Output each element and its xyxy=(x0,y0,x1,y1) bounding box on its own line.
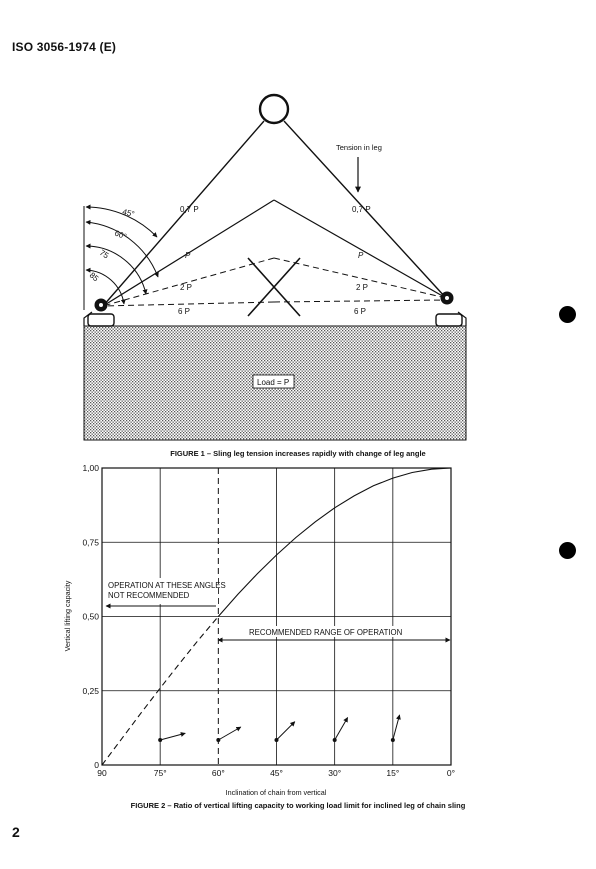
left-tension-07p: 0,7 P xyxy=(180,205,199,214)
angle-label-45: 45° xyxy=(121,207,136,219)
x-tick-label: 75° xyxy=(153,768,167,778)
load-label: Load = P xyxy=(257,378,290,387)
figure-2-chart xyxy=(63,463,455,797)
document-header: ISO 3056-1974 (E) xyxy=(12,40,117,54)
x-axis-label: Inclination of chain from vertical xyxy=(225,788,327,797)
left-tension-p: P xyxy=(185,251,191,260)
angle-indicators xyxy=(158,715,399,742)
right-tension-2p: 2 P xyxy=(356,283,369,292)
x-tick-label: 45° xyxy=(270,768,283,778)
y-tick-label: 0,50 xyxy=(82,611,99,622)
figure-1-diagram xyxy=(84,95,466,440)
y-tick-label: 0 xyxy=(94,760,99,770)
tension-in-leg-label: Tension in leg xyxy=(336,143,382,152)
angle-indicator-arrow xyxy=(393,715,400,740)
y-tick-labels xyxy=(82,463,99,770)
x-tick-label: 90 xyxy=(97,768,107,778)
margin-dot-2 xyxy=(559,542,576,559)
x-tick-labels xyxy=(97,768,455,778)
figure-1-caption: FIGURE 1 – Sling leg tension increases rapidly with change of leg angle xyxy=(170,449,426,458)
angle-indicator-arrow xyxy=(335,717,348,740)
chart-grid xyxy=(102,468,451,765)
x-tick-label: 0° xyxy=(446,768,456,778)
sling-leg-left-2p xyxy=(103,258,274,306)
page-number: 2 xyxy=(12,824,20,840)
angle-indicator-arrow xyxy=(277,722,295,740)
angle-indicator-arrow xyxy=(160,733,185,740)
left-tension-2p: 2 P xyxy=(180,283,193,292)
figure-2-caption: FIGURE 2 – Ratio of vertical lifting capacity to working load limit for inclined leg of chain sling xyxy=(130,801,466,810)
left-tension-6p: 6 P xyxy=(178,307,191,316)
angle-indicator-arrow xyxy=(218,727,241,740)
right-tension-07p: 0,7 P xyxy=(352,205,371,214)
x-tick-label: 30° xyxy=(328,768,342,778)
margin-dot-1 xyxy=(559,306,576,323)
angle-arc-75 xyxy=(86,246,146,294)
y-tick-label: 0,75 xyxy=(82,537,99,548)
right-tension-p: P xyxy=(358,251,364,260)
recommended-range-label: RECOMMENDED RANGE OF OPERATION xyxy=(249,628,403,637)
angle-label-75: 75 xyxy=(97,248,111,261)
lifting-ring xyxy=(260,95,288,123)
not-recommended-line2: NOT RECOMMENDED xyxy=(108,591,190,600)
x-tick-label: 60° xyxy=(211,768,225,778)
sling-leg-left-6p xyxy=(103,302,274,306)
y-tick-label: 0,25 xyxy=(82,685,99,696)
sling-leg-right-6p xyxy=(274,300,446,302)
y-tick-label: 1,00 xyxy=(82,463,99,473)
angle-label-60: 60° xyxy=(113,228,128,242)
angle-label-85: 85 xyxy=(87,270,101,284)
not-recommended-line1: OPERATION AT THESE ANGLES xyxy=(108,581,226,590)
y-axis-label: Vertical lifting capacity xyxy=(63,580,72,652)
x-tick-label: 15° xyxy=(386,768,400,778)
right-tension-6p: 6 P xyxy=(354,307,367,316)
sling-leg-right-2p xyxy=(274,258,446,298)
